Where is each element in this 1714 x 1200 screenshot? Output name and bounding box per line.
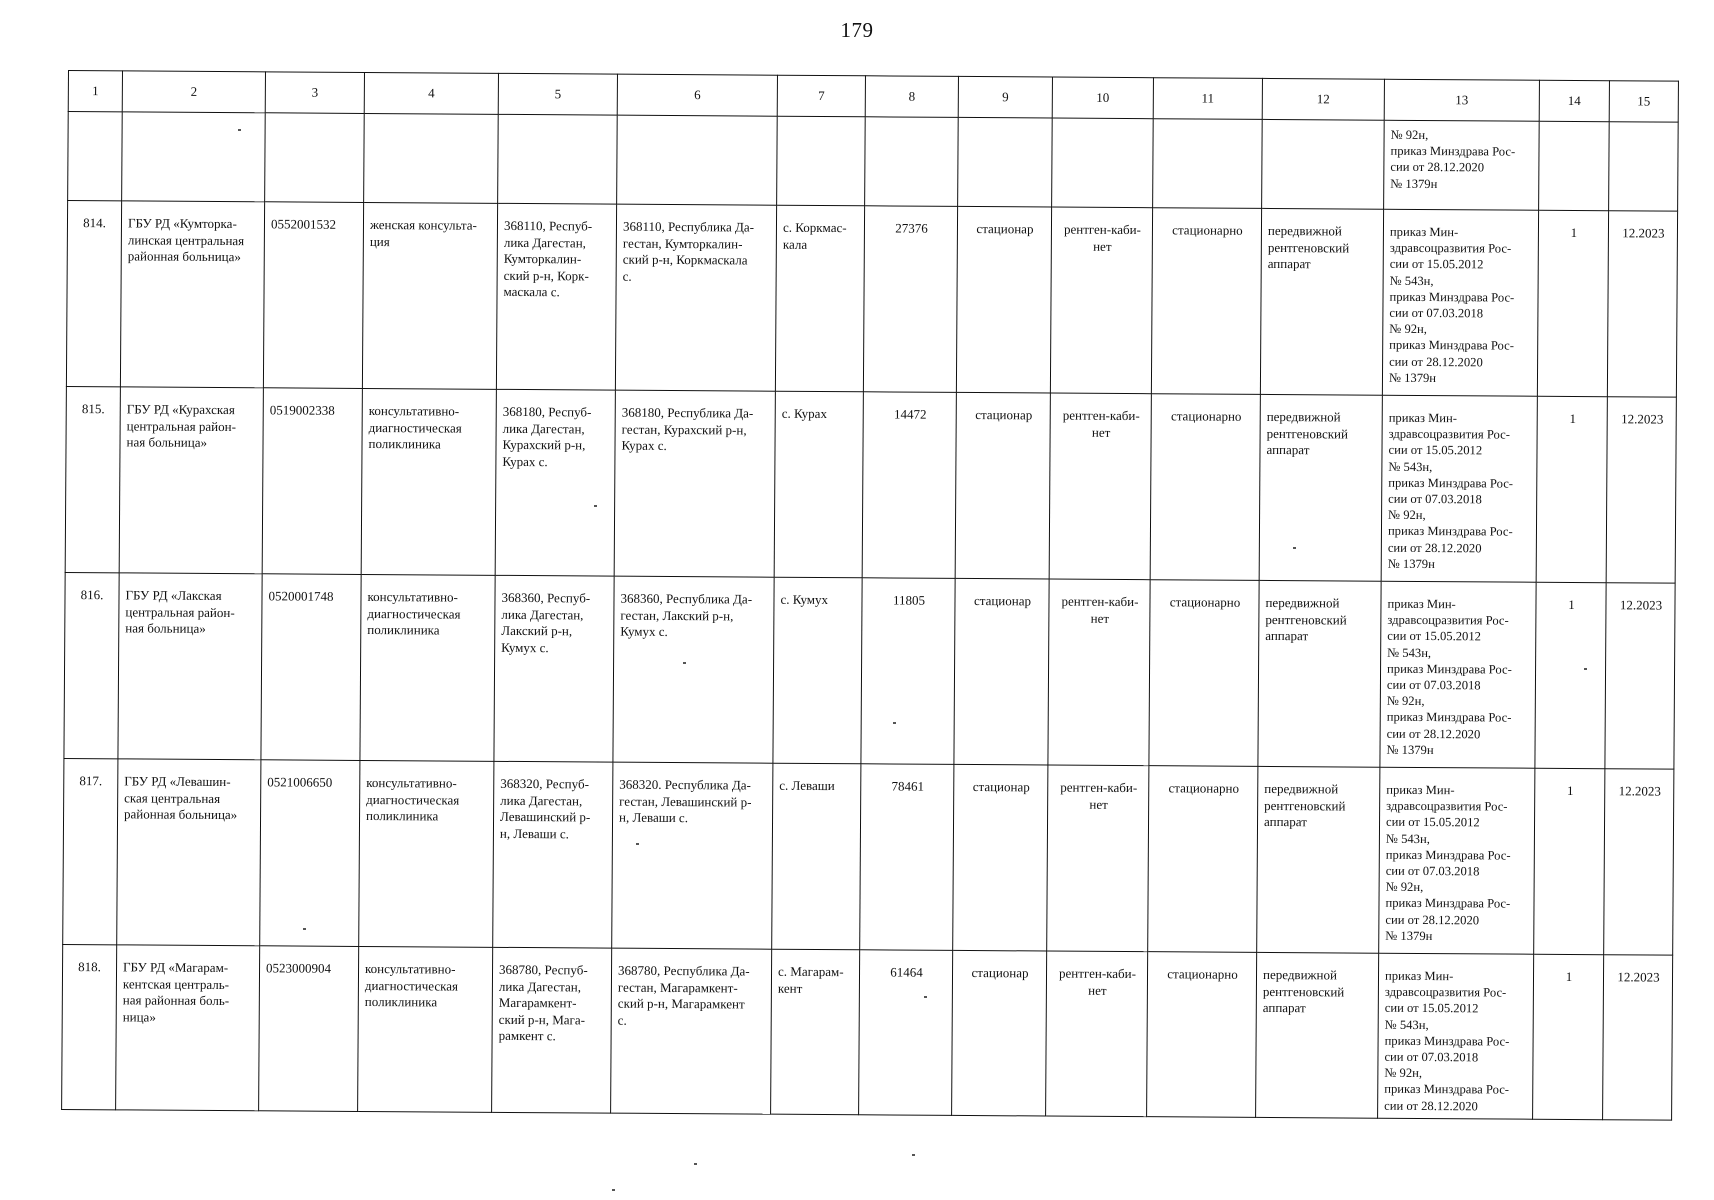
column-header: 13 [1384,79,1539,121]
placement-cell: стационарно [1149,580,1259,767]
inn-cell: 0521006650 [260,760,360,947]
table-cell [364,113,499,203]
facility-type-cell: консультативно- диагностическая поликлиника [360,574,495,761]
date-cell: 12.2023 [1605,583,1675,769]
organization-name-cell: ГБУ РД «Магарам- кентская централь- ная районная боль- ница» [116,945,260,1111]
table-row [63,758,1674,955]
scan-speck [924,996,927,998]
table-cell [1262,119,1385,209]
table-cell [68,112,123,201]
table-cell [122,112,266,202]
location-address-cell: 368320. Республика Да- гестан, Левашинский р- н, Леваши с. [612,762,773,949]
inn-cell: 0520001748 [261,574,361,761]
equipment-cell: передвижной рентгеновский аппарат [1259,394,1382,581]
legal-address-cell: 368110, Респуб- лика Дагестан, Кумторкалин- ский р-н, Корк- маскала с. [496,203,616,390]
population-cell: 78461 [860,764,954,951]
table-cell [498,114,618,204]
equipment-cell: передвижной рентгеновский аппарат [1258,580,1381,767]
location-address-cell: 368110, Республика Да- гестан, Кумторкалин- ский р-н, Коркмаскала с. [615,204,776,391]
column-header: 14 [1539,80,1609,121]
table-cell [1609,122,1679,211]
date-cell: 12.2023 [1603,955,1673,1120]
settlement-cell: с. Коркмас- кала [775,205,864,392]
row-number-cell: 816. [64,572,119,758]
count-cell: 1 [1536,396,1607,582]
settlement-cell: с. Курах [774,391,863,578]
population-cell: 61464 [859,950,953,1116]
scan-speck [1293,547,1296,549]
column-header: 15 [1609,81,1678,122]
mode-cell: стационар [955,392,1050,579]
placement-cell: стационарно [1151,208,1261,395]
scan-speck [303,928,306,930]
table-cell [617,115,778,205]
count-cell: 1 [1534,768,1605,954]
scan-speck [594,505,597,507]
page-number: 179 [840,18,874,42]
equipment-cell: передвижной рентгеновский аппарат [1260,208,1383,395]
unit-cell: рентген-каби- нет [1049,393,1151,580]
count-cell: 1 [1537,210,1608,396]
scan-speck [636,843,639,845]
mode-cell: стационар [954,578,1049,765]
table-row [65,386,1676,583]
date-cell: 12.2023 [1604,769,1674,955]
row-number-cell: 818. [62,944,117,1109]
column-header: 12 [1262,78,1384,120]
location-address-cell: 368360, Республика Да- гестан, Лакский р-н, Кумух с. [613,576,774,763]
unit-cell: рентген-каби- нет [1046,951,1148,1117]
column-header: 5 [498,73,617,115]
column-header: 10 [1052,77,1153,119]
legal-basis-cell: приказ Мин- здравсоцразвития Рос- сии от 15.05.2012 № 543н, приказ Минздрава Рос- сии от 07.03.2018 № 92н, приказ Минздрава Рос- сии от 28.12.2020 № 1379н [1380,581,1536,768]
row-number-cell: 815. [65,386,120,572]
scan-speck [1584,668,1587,670]
table-cell [865,117,959,207]
placement-cell: стационарно [1150,394,1260,581]
table-cell [777,116,866,206]
column-header: 4 [364,72,498,114]
inn-cell: 0552001532 [263,202,363,389]
table-row [62,944,1673,1120]
organization-name-cell: ГБУ РД «Левашин- ская центральная районная больница» [117,759,261,946]
scan-speck [238,129,241,131]
row-number-cell: 817. [63,758,118,944]
registry-table [61,70,1679,1121]
table-row [64,572,1675,769]
scan-speck [893,722,896,724]
settlement-cell: с. Леваши [772,763,861,950]
equipment-cell: передвижной рентгеновский аппарат [1256,952,1379,1118]
column-header: 3 [265,72,364,114]
population-cell: 11805 [861,578,955,765]
scan-speck [683,662,686,664]
population-cell: 27376 [863,206,957,393]
count-cell: 1 [1533,954,1604,1119]
table-cell [1539,121,1610,210]
equipment-cell: передвижной рентгеновский аппарат [1257,766,1380,953]
scan-speck [912,1154,915,1156]
legal-address-cell: 368780, Респуб- лика Дагестан, Магарамкент- ский р-н, Мага- рамкент с. [492,947,612,1113]
population-cell: 14472 [862,392,956,579]
legal-address-cell: 368180, Респуб- лика Дагестан, Курахский р-н, Курах с. [495,389,615,576]
settlement-cell: с. Магарам- кент [771,949,860,1115]
continuation-row [68,112,1679,212]
table-cell [1153,119,1263,209]
legal-basis-cell: приказ Мин- здравсоцразвития Рос- сии от 15.05.2012 № 543н, приказ Минздрава Рос- сии от 07.03.2018 № 92н, приказ Минздрава Рос- сии от 28.12.2020 № 1379н [1379,767,1535,954]
column-header: 11 [1153,78,1262,120]
facility-type-cell: консультативно- диагностическая поликлиника [359,760,494,947]
facility-type-cell: консультативно- диагностическая поликлиника [358,946,493,1112]
table-cell [958,117,1053,207]
mode-cell: стационар [953,764,1048,951]
location-address-cell: 368180, Республика Да- гестан, Курахский р-н, Курах с. [614,390,775,577]
scan-speck [612,1189,615,1191]
placement-cell: стационарно [1148,766,1258,953]
unit-cell: рентген-каби- нет [1047,765,1149,952]
location-address-cell: 368780, Республика Да- гестан, Магарамкент- ский р-н, Магарамкент с. [611,948,772,1114]
organization-name-cell: ГБУ РД «Кумторка- линская центральная районная больница» [120,201,264,388]
inn-cell: 0519002338 [262,388,362,575]
column-header: 7 [777,75,865,117]
inn-cell: 0523000904 [259,946,359,1112]
column-header: 8 [865,76,958,118]
organization-name-cell: ГБУ РД «Лакская центральная район- ная больница» [118,573,262,760]
column-header: 9 [958,76,1052,118]
settlement-cell: с. Кумух [773,577,862,764]
legal-basis-cell: № 92н, приказ Минздрава Рос- сии от 28.12.2020 № 1379н [1384,120,1540,210]
facility-type-cell: женская консульта- ция [362,202,497,389]
table-row [66,201,1677,398]
date-cell: 12.2023 [1607,211,1677,397]
unit-cell: рентген-каби- нет [1048,579,1150,766]
legal-address-cell: 368360, Респуб- лика Дагестан, Лакский р-н, Кумух с. [494,575,614,762]
table-cell [1052,118,1154,208]
date-cell: 12.2023 [1606,397,1676,583]
legal-basis-cell: приказ Мин- здравсоцразвития Рос- сии от 15.05.2012 № 543н, приказ Минздрава Рос- сии от 07.03.2018 № 92н, приказ Минздрава Рос- сии от 28.12.2020 № 1379н [1381,395,1537,582]
table-cell [265,113,365,203]
column-header: 2 [122,71,265,113]
row-number-cell: 814. [66,201,121,387]
legal-address-cell: 368320, Респуб- лика Дагестан, Левашинский р- н, Леваши с. [493,761,613,948]
placement-cell: стационарно [1147,952,1257,1118]
column-header: 1 [68,71,122,112]
unit-cell: рентген-каби- нет [1050,207,1152,394]
column-header: 6 [617,74,777,116]
mode-cell: стационар [956,206,1051,393]
count-cell: 1 [1535,582,1606,768]
legal-basis-cell: приказ Мин- здравсоцразвития Рос- сии от 15.05.2012 № 543н, приказ Минздрава Рос- сии от 07.03.2018 № 92н, приказ Минздрава Рос- сии от 28.12.2020 № 1379н [1382,209,1538,396]
scan-speck [694,1163,697,1165]
organization-name-cell: ГБУ РД «Курахская центральная район- ная больница» [119,387,263,574]
mode-cell: стационар [952,950,1047,1116]
facility-type-cell: консультативно- диагностическая поликлиника [361,388,496,575]
legal-basis-cell: приказ Мин- здравсоцразвития Рос- сии от 15.05.2012 № 543н, приказ Минздрава Рос- сии от 07.03.2018 № 92н, приказ Минздрава Рос- сии от 28.12.2020 [1378,953,1534,1119]
